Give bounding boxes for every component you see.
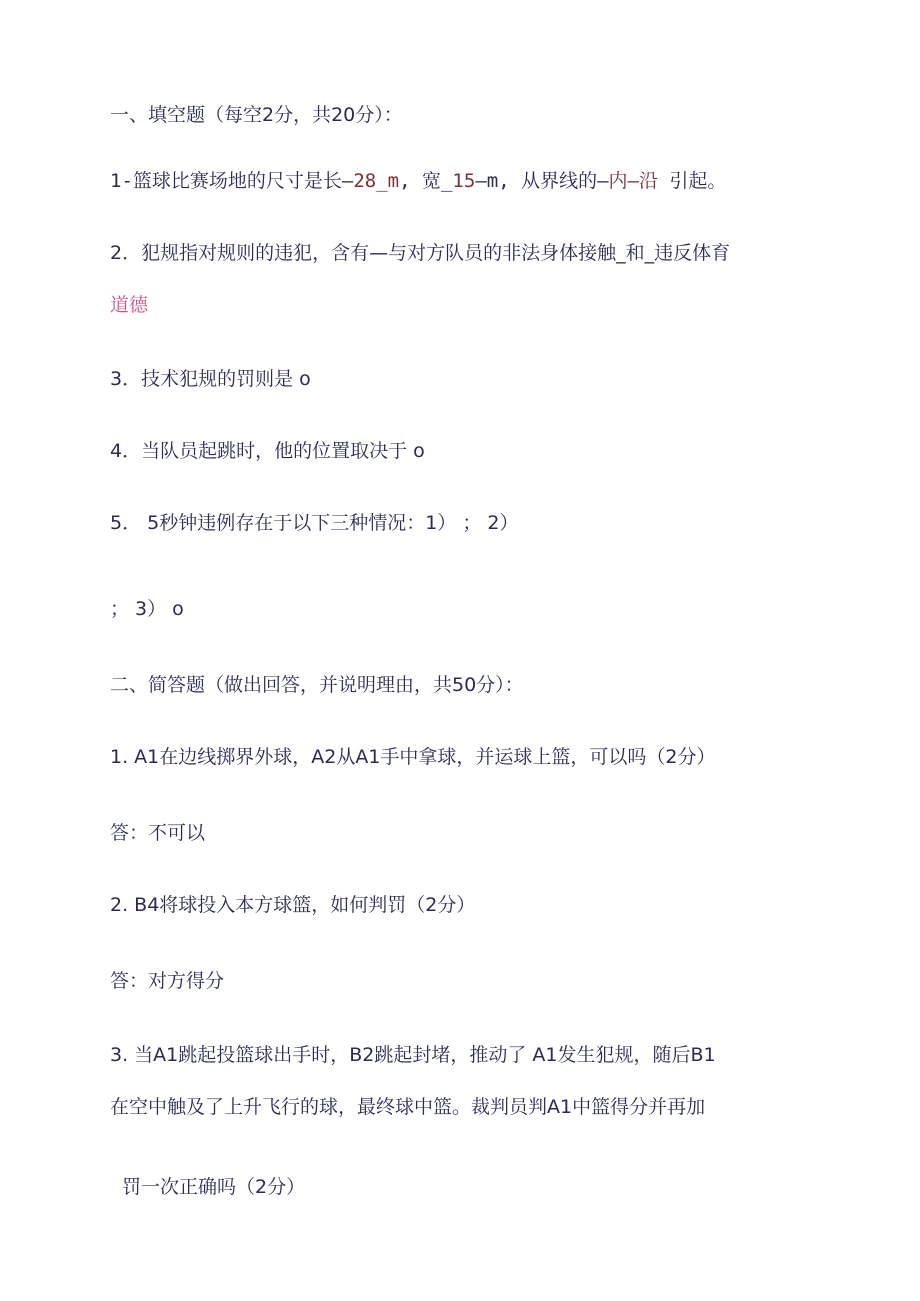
question-3: 3．技术犯规的罚则是 o xyxy=(110,368,311,390)
question-1 xyxy=(110,169,726,193)
q1-width-answer: 15 xyxy=(452,170,476,192)
q1-part2: , 宽_ xyxy=(399,170,453,192)
question-5: 5． 5秒钟违例存在于以下三种情况：1） ； 2） xyxy=(110,512,519,534)
question-4: 4．当队员起跳时，他的位置取决于 o xyxy=(110,440,425,462)
question-2: 2．犯规指对规则的违犯，含有—与对方队员的非法身体接触_和_违反体育 xyxy=(110,242,731,264)
short-answer-1-question: 1. A1在边线掷界外球，A2从A1手中拿球，并运球上篮，可以吗（2分） xyxy=(110,746,716,768)
q1-edge-answer: 内—沿 xyxy=(608,170,658,192)
short-answer-1-answer: 答：不可以 xyxy=(110,822,206,844)
section2-heading: 二、简答题（做出回答，并说明理由，共50分）： xyxy=(110,674,524,696)
short-answer-3-line2: 在空中触及了上升飞行的球，最终球中篮。裁判员判A1中篮得分并再加 xyxy=(110,1096,706,1118)
question-2-continuation: 道德 xyxy=(110,294,149,316)
q1-part1: 1-篮球比赛场地的尺寸是长— xyxy=(110,170,354,192)
q1-length-answer: 28_m xyxy=(353,170,400,192)
short-answer-2-answer: 答：对方得分 xyxy=(110,970,225,992)
q1-part4: 引起。 xyxy=(657,170,727,192)
question-5-continuation: ； 3） o xyxy=(110,598,184,620)
section1-heading: 一、填空题（每空2分，共20分）： xyxy=(110,104,403,126)
q1-part3: —m, 从界线的— xyxy=(475,170,609,192)
short-answer-3-line3: 罚一次正确吗（2分） xyxy=(122,1176,306,1198)
short-answer-3-line1: 3. 当A1跳起投篮球出手时，B2跳起封堵，推动了 A1发生犯规，随后B1 xyxy=(110,1044,716,1066)
short-answer-2-question: 2. B4将球投入本方球篮，如何判罚（2分） xyxy=(110,894,476,916)
